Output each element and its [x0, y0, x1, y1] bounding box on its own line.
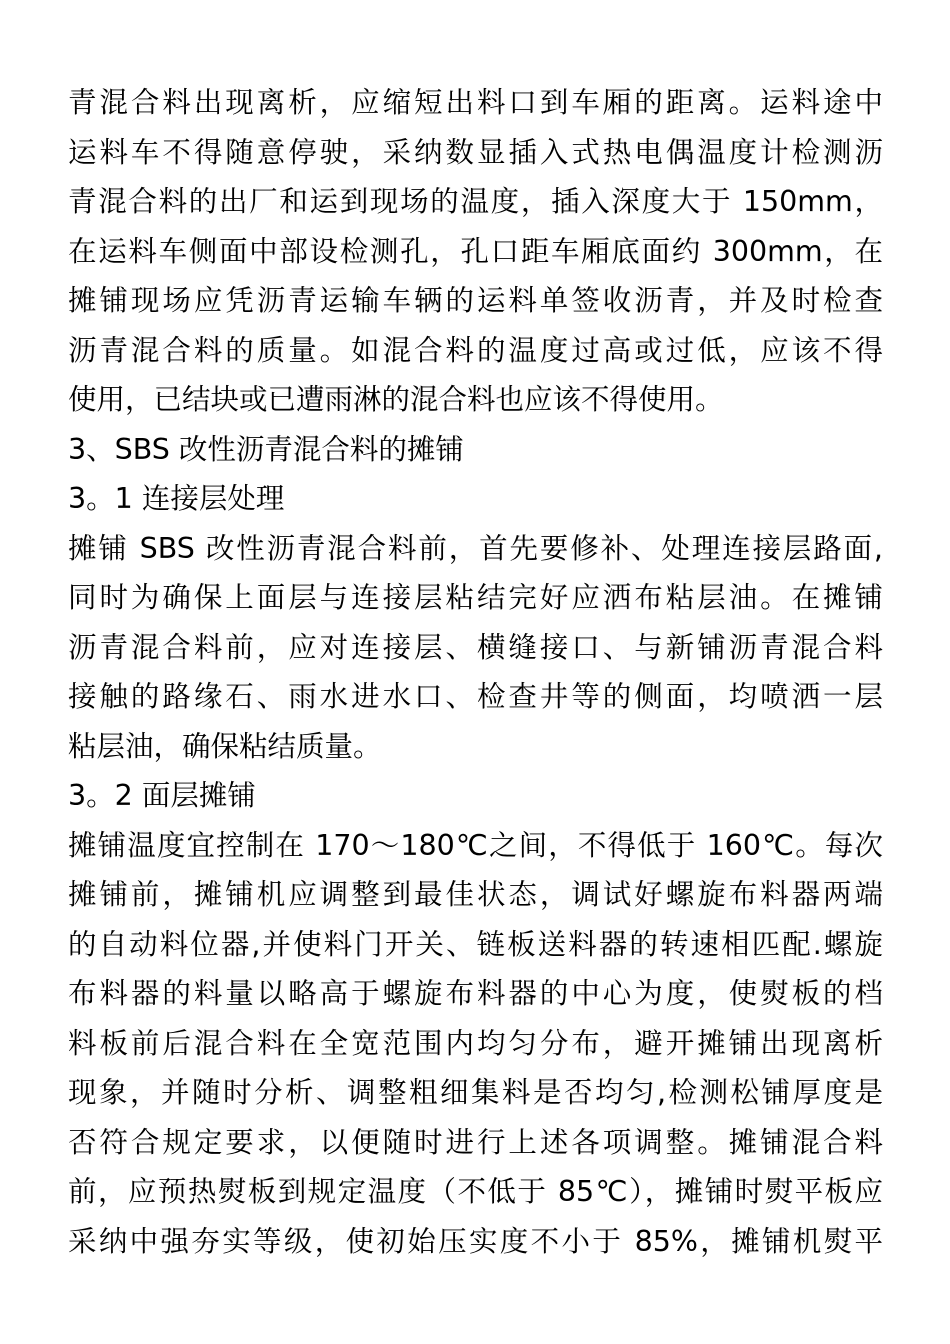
text-line: 布料器的料量以略高于螺旋布料器的中心为度，使熨板的档 [68, 977, 883, 1010]
subsection-heading-3-1: 3。1 连接层处理 [68, 482, 285, 515]
text-line: 采纳中强夯实等级，使初始压实度不小于 85%，摊铺机熨平 [68, 1224, 883, 1258]
paragraph-connection-layer [68, 524, 883, 772]
text-line: 摊铺现场应凭沥青运输车辆的运料单签收沥青，并及时检查 [68, 284, 883, 317]
text-line: 前，应预热熨板到规定温度（不低于 85℃），摊铺时熨平板应 [68, 1175, 883, 1208]
text-line: 青混合料出现离析，应缩短出料口到车厢的距离。运料途中 [68, 86, 883, 119]
text-line: 使用，已结块或已遭雨淋的混合料也应该不得使用。 [68, 383, 724, 416]
text-line: 现象，并随时分析、调整粗细集料是否均匀,检测松铺厚度是 [68, 1076, 883, 1109]
document-page [68, 78, 883, 1266]
text-line: 摊铺温度宜控制在 170～180℃之间，不得低于 160℃。每次 [68, 828, 883, 862]
text-line: 运料车不得随意停驶，采纳数显插入式热电偶温度计检测沥 [68, 135, 883, 169]
text-line: 料板前后混合料在全宽范围内均匀分布，避开摊铺出现离析 [68, 1026, 883, 1060]
text-line: 摊铺 SBS 改性沥青混合料前，首先要修补、处理连接层路面, [68, 531, 883, 565]
paragraph-transport [68, 78, 883, 425]
text-line: 的自动料位器,并使料门开关、链板送料器的转速相匹配.螺旋 [68, 927, 883, 961]
paragraph-surface-paving [68, 821, 883, 1267]
subsection-heading-3-2: 3。2 面层摊铺 [68, 779, 256, 812]
text-line: 接触的路缘石、雨水进水口、检查井等的侧面，均喷洒一层 [68, 680, 883, 713]
text-line: 沥青混合料的质量。如混合料的温度过高或过低，应该不得 [68, 333, 883, 367]
text-line: 粘层油，确保粘结质量。 [68, 729, 382, 763]
text-line: 同时为确保上面层与连接层粘结完好应洒布粘层油。在摊铺 [68, 581, 883, 614]
text-line: 青混合料的出厂和运到现场的温度，插入深度大于 150mm， [68, 185, 883, 218]
text-line: 否符合规定要求，以便随时进行上述各项调整。摊铺混合料 [68, 1125, 883, 1159]
text-line: 摊铺前，摊铺机应调整到最佳状态，调试好螺旋布料器两端 [68, 878, 883, 911]
text-line: 在运料车侧面中部设检测孔，孔口距车厢底面约 300mm，在 [68, 234, 883, 268]
text-line: 沥青混合料前，应对连接层、横缝接口、与新铺沥青混合料 [68, 630, 883, 664]
section-heading-3: 3、SBS 改性沥青混合料的摊铺 [68, 432, 464, 466]
